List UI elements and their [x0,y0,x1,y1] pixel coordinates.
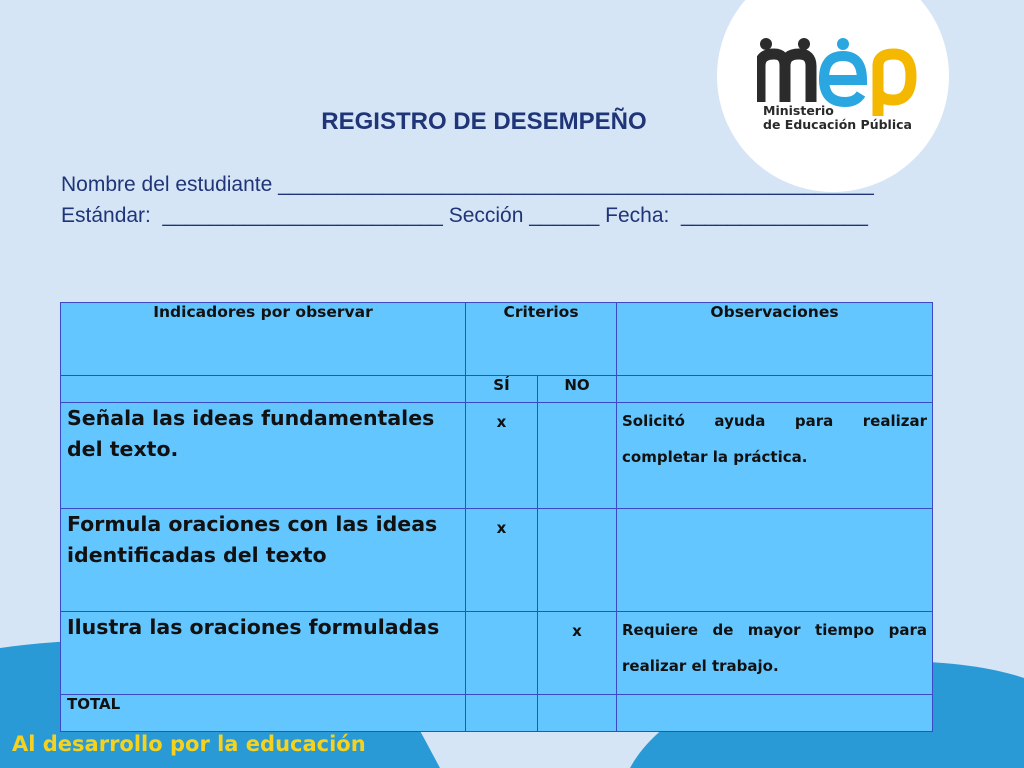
no-cell [538,403,617,509]
total-yes-cell [466,695,538,732]
observation-cell: Requiere de mayor tiempo para realizar el trabajo. [617,612,933,695]
header-indicators: Indicadores por observar [61,303,466,376]
observation-cell [617,509,933,612]
table-row [61,509,933,612]
no-cell: x [538,612,617,695]
indicator-cell: Ilustra las oraciones formuladas [61,612,466,695]
logo-line-1: Ministerio [763,103,834,118]
header-observations: Observaciones [617,303,933,376]
no-cell [538,509,617,612]
subheader-no: NO [538,376,617,403]
logo-dot-2 [798,38,810,50]
performance-table [60,302,933,732]
table-header-row [61,303,933,376]
indicator-cell: Formula oraciones con las ideas identificadas del texto [61,509,466,612]
header-criteria: Criterios [466,303,617,376]
page-title: REGISTRO DE DESEMPEÑO [321,108,647,135]
total-obs-cell [617,695,933,732]
logo-line-2: de Educación Pública [763,117,912,132]
standard-section-date-line: Estándar: ________________________ Sección ______ Fecha: ________________ [61,204,868,227]
footer-tagline: Al desarrollo por la educación [12,732,366,756]
subheader-empty-obs [617,376,933,403]
table-row [61,612,933,695]
indicator-cell: Señala las ideas fundamentales del texto. [61,403,466,509]
yes-cell: x [466,509,538,612]
logo-dot-1 [760,38,772,50]
student-name-line: Nombre del estudiante ___________________________________________________ [61,173,874,196]
logo-m [760,54,811,102]
logo-e [824,56,862,102]
total-no-cell [538,695,617,732]
table-row [61,403,933,509]
logo-dot-3 [837,38,849,50]
subheader-empty [61,376,466,403]
yes-cell [466,612,538,695]
total-label: TOTAL [61,695,466,732]
yes-cell: x [466,403,538,509]
table-subheader-row [61,376,933,403]
table-total-row [61,695,933,732]
observation-cell: Solicitó ayuda para realizar completar la práctica. [617,403,933,509]
subheader-yes: SÍ [466,376,538,403]
